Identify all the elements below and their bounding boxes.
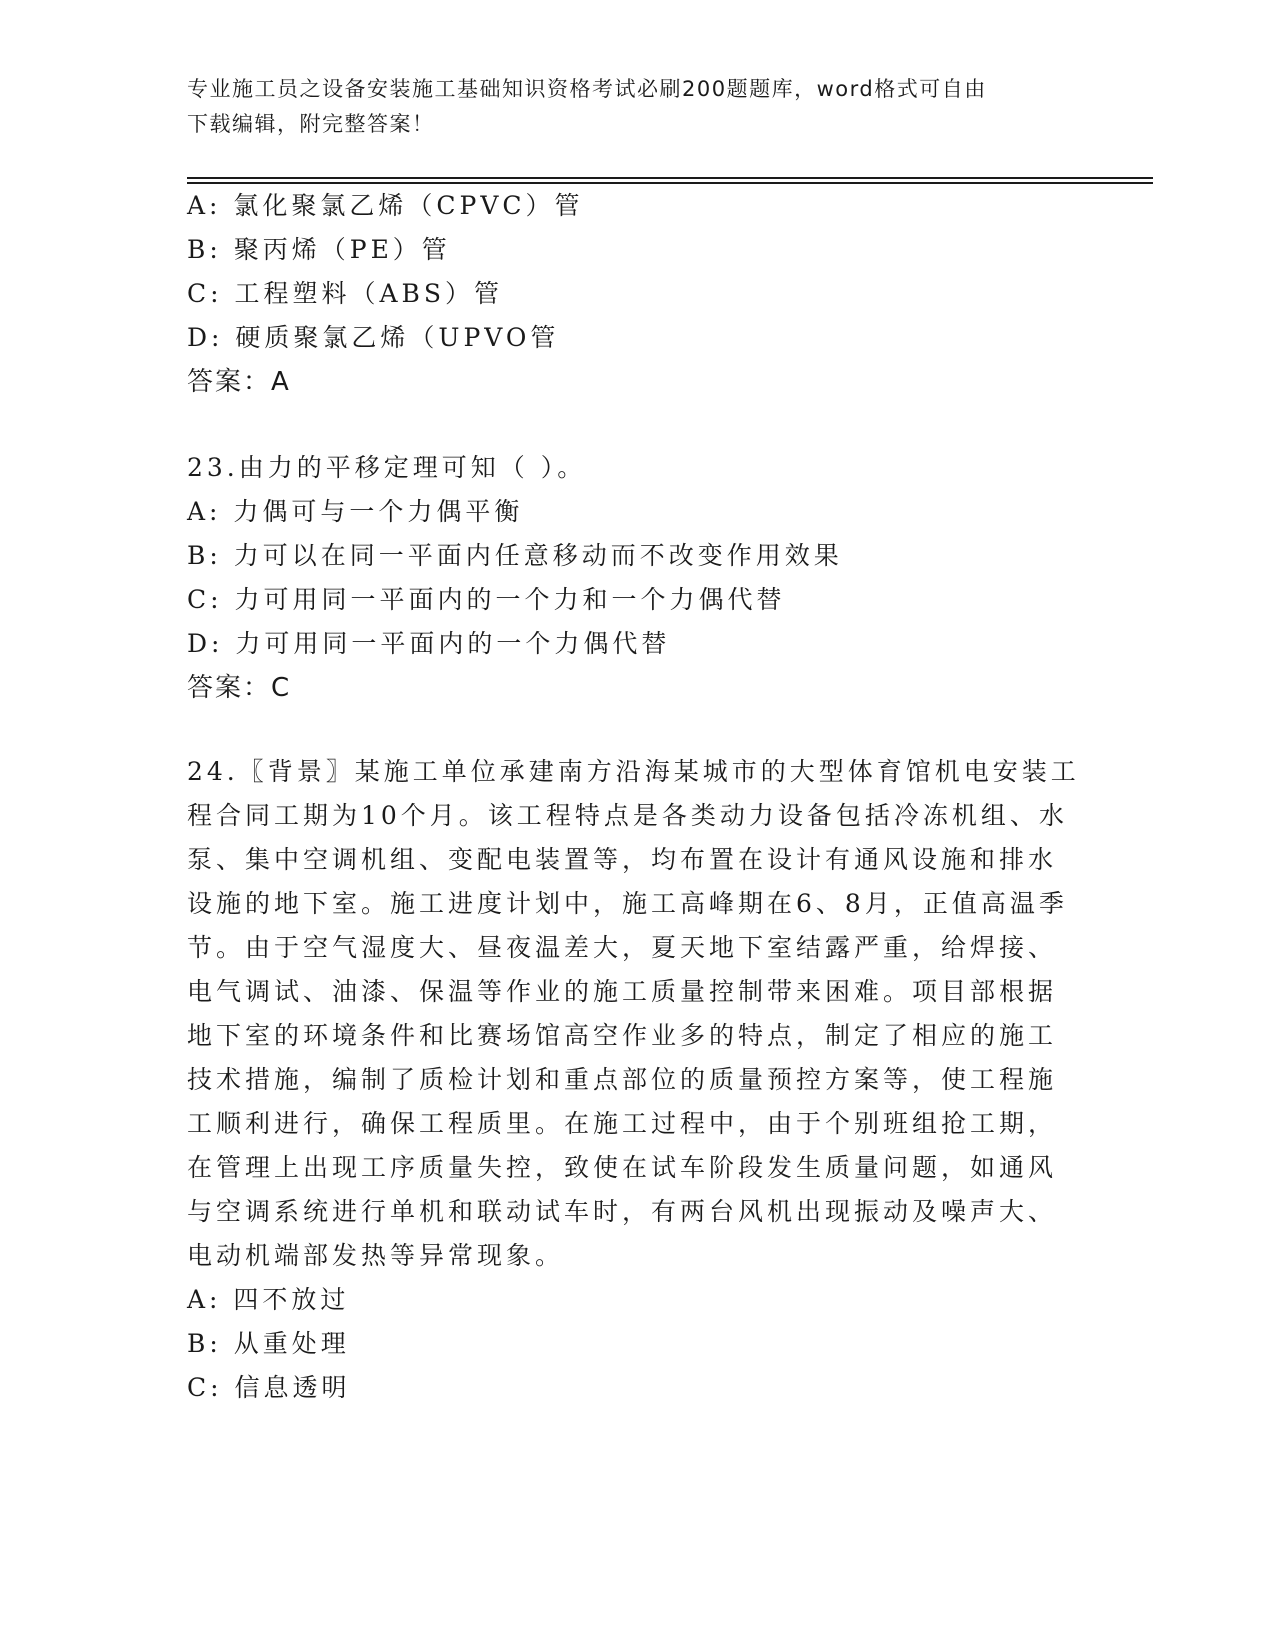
header-divider-top <box>187 177 1153 179</box>
q23-option-b: B: 力可以在同一平面内任意移动而不改变作用效果 <box>187 541 843 570</box>
q23-option-c: C: 力可用同一平面内的一个力和一个力偶代替 <box>187 585 786 614</box>
q22-option-a: A: 氯化聚氯乙烯（CPVC）管 <box>187 191 584 220</box>
header-line-2: 下载编辑，附完整答案！ <box>187 112 435 136</box>
q24-stem-line-1: 24.〖背景〗某施工单位承建南方沿海某城市的大型体育馆机电安装工 <box>187 757 1080 786</box>
q23-stem: 23.由力的平移定理可知（ ）。 <box>187 453 587 482</box>
q24-option-c: C: 信息透明 <box>187 1373 351 1402</box>
q24-option-a: A: 四不放过 <box>187 1285 350 1314</box>
q24-stem-line-8: 技术措施，编制了质检计划和重点部位的质量预控方案等，使工程施 <box>187 1065 1058 1094</box>
q23-option-d: D: 力可用同一平面内的一个力偶代替 <box>187 629 671 658</box>
q22-answer: 答案：A <box>187 367 291 397</box>
q24-stem-line-6: 电气调试、油漆、保温等作业的施工质量控制带来困难。项目部根据 <box>187 977 1058 1006</box>
q22-option-b: B: 聚丙烯（PE）管 <box>187 235 451 264</box>
q24-option-b: B: 从重处理 <box>187 1329 350 1358</box>
q24-stem-line-11: 与空调系统进行单机和联动试车时，有两台风机出现振动及噪声大、 <box>187 1197 1058 1226</box>
document-header <box>187 72 1067 142</box>
q24-stem-line-3: 泵、集中空调机组、变配电装置等，均布置在设计有通风设施和排水 <box>187 845 1058 874</box>
q24-stem-line-9: 工顺利进行，确保工程质里。在施工过程中，由于个别班组抢工期， <box>187 1109 1058 1138</box>
q24-stem-line-10: 在管理上出现工序质量失控，致使在试车阶段发生质量问题，如通风 <box>187 1153 1058 1182</box>
q24-stem-line-4: 设施的地下室。施工进度计划中，施工高峰期在6、8月，正值高温季 <box>187 889 1068 918</box>
q24-stem-line-12: 电动机端部发热等异常现象。 <box>187 1241 565 1270</box>
q24-stem-line-2: 程合同工期为10个月。该工程特点是各类动力设备包括冷冻机组、水 <box>187 801 1068 830</box>
q23-option-a: A: 力偶可与一个力偶平衡 <box>187 497 524 526</box>
header-line-1: 专业施工员之设备安装施工基础知识资格考试必刷200题题库，word格式可自由 <box>187 77 987 101</box>
q22-option-d: D: 硬质聚氯乙烯（UPVO管 <box>187 323 560 352</box>
q24-stem-line-7: 地下室的环境条件和比赛场馆高空作业多的特点，制定了相应的施工 <box>187 1021 1058 1050</box>
q24-stem-line-5: 节。由于空气湿度大、昼夜温差大，夏天地下室结露严重，给焊接、 <box>187 933 1058 962</box>
q22-option-c: C: 工程塑料（ABS）管 <box>187 279 504 308</box>
q23-answer: 答案：C <box>187 673 292 703</box>
